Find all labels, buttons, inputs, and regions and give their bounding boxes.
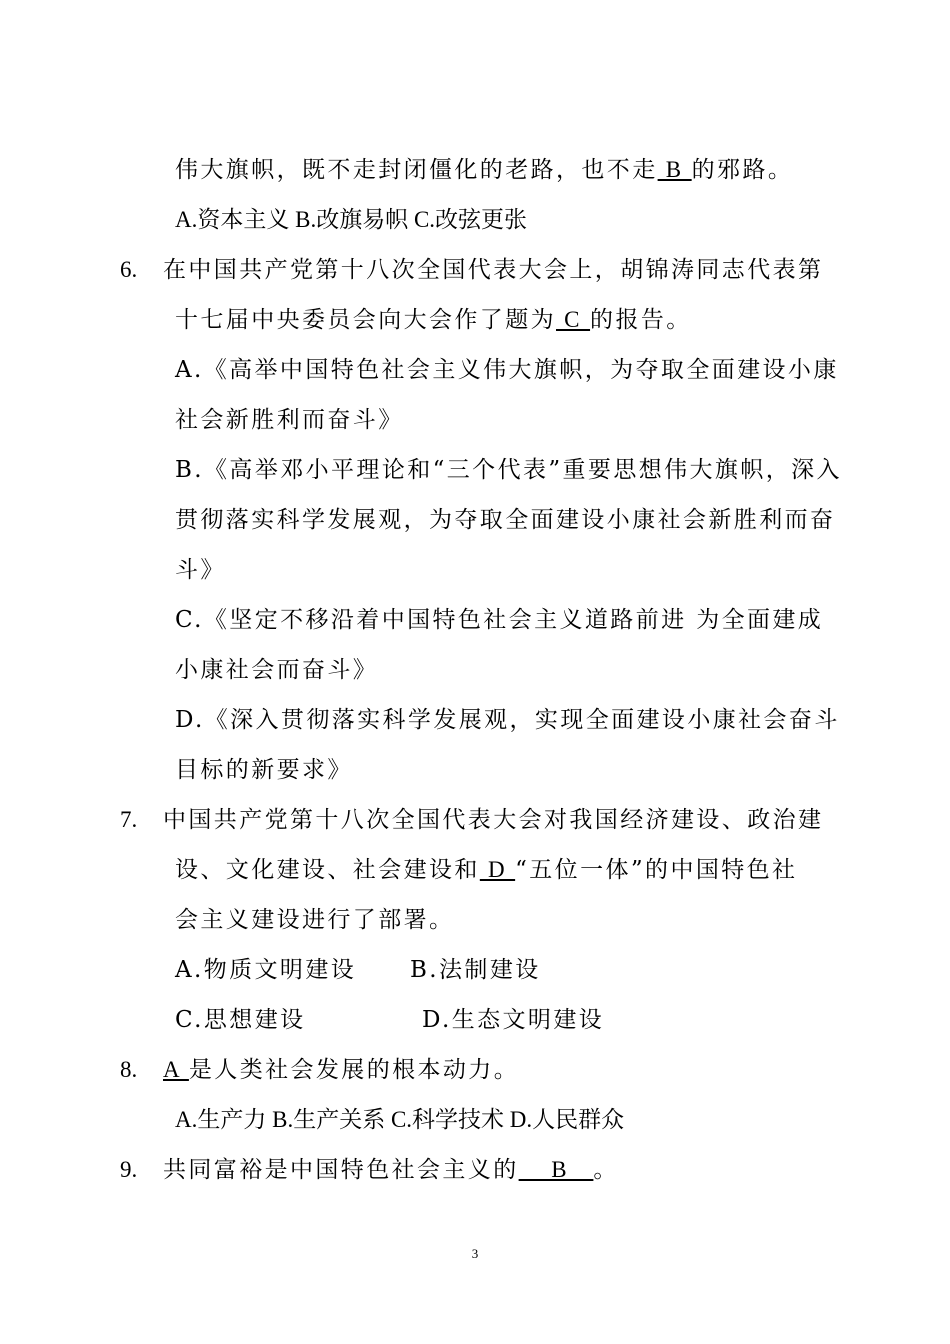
option-6c-line2: 小康社会而奋斗》 [175, 657, 379, 683]
question-7-line3: 会主义建设进行了部署。 [175, 907, 455, 933]
answer-q6: C [556, 307, 591, 332]
option-7d: D.生态文明建设 [422, 1007, 605, 1033]
option-6a-line2: 社会新胜利而奋斗》 [175, 407, 404, 433]
question-number-7: 7. [120, 807, 138, 832]
option-7a: A.物质文明建设 [175, 957, 357, 983]
line-q5-end: 伟大旗帜，既不走封闭僵化的老路，也不走 B 的邪路。 [175, 157, 794, 183]
option-6d-line1: D.《深入贯彻落实科学发展观，实现全面建设小康社会奋斗 [175, 707, 840, 733]
question-9-line1: 共同富裕是中国特色社会主义的 B 。 [163, 1157, 619, 1183]
option-6b-line1: B.《高举邓小平理论和“三个代表”重要思想伟大旗帜，深入 [175, 457, 842, 483]
options-q5: A.资本主义 B.改旗易帜 C.改弦更张 [175, 207, 528, 232]
question-6-line1: 在中国共产党第十八次全国代表大会上，胡锦涛同志代表第 [163, 257, 824, 283]
question-7-line1: 中国共产党第十八次全国代表大会对我国经济建设、政治建 [163, 807, 824, 833]
question-8-line1: A 是人类社会发展的根本动力。 [163, 1057, 520, 1083]
answer-q5: B [657, 157, 692, 182]
question-7-line2: 设、文化建设、社会建设和 D “五位一体”的中国特色社 [175, 857, 798, 883]
answer-q7: D [479, 857, 516, 882]
options-q8: A.生产力 B.生产关系 C.科学技术 D.人民群众 [175, 1107, 625, 1132]
question-6-line2: 十七届中央委员会向大会作了题为 C 的报告。 [175, 307, 692, 333]
option-6a-line1: A.《高举中国特色社会主义伟大旗帜，为夺取全面建设小康 [175, 357, 839, 383]
option-6b-line3: 斗》 [175, 557, 226, 583]
question-number-8: 8. [120, 1057, 138, 1082]
question-number-6: 6. [120, 257, 138, 282]
answer-q8: A [163, 1057, 189, 1082]
option-6d-line2: 目标的新要求》 [175, 757, 353, 783]
option-7c: C.思想建设 [175, 1007, 306, 1033]
question-number-9: 9. [120, 1157, 138, 1182]
page-number: 3 [471, 1246, 479, 1261]
option-7b: B.法制建设 [410, 957, 541, 983]
answer-q9: B [518, 1157, 594, 1182]
option-6b-line2: 贯彻落实科学发展观，为夺取全面建设小康社会新胜利而奋 [175, 507, 836, 533]
option-6c-line1: C.《坚定不移沿着中国特色社会主义道路前进 为全面建成 [175, 607, 824, 633]
